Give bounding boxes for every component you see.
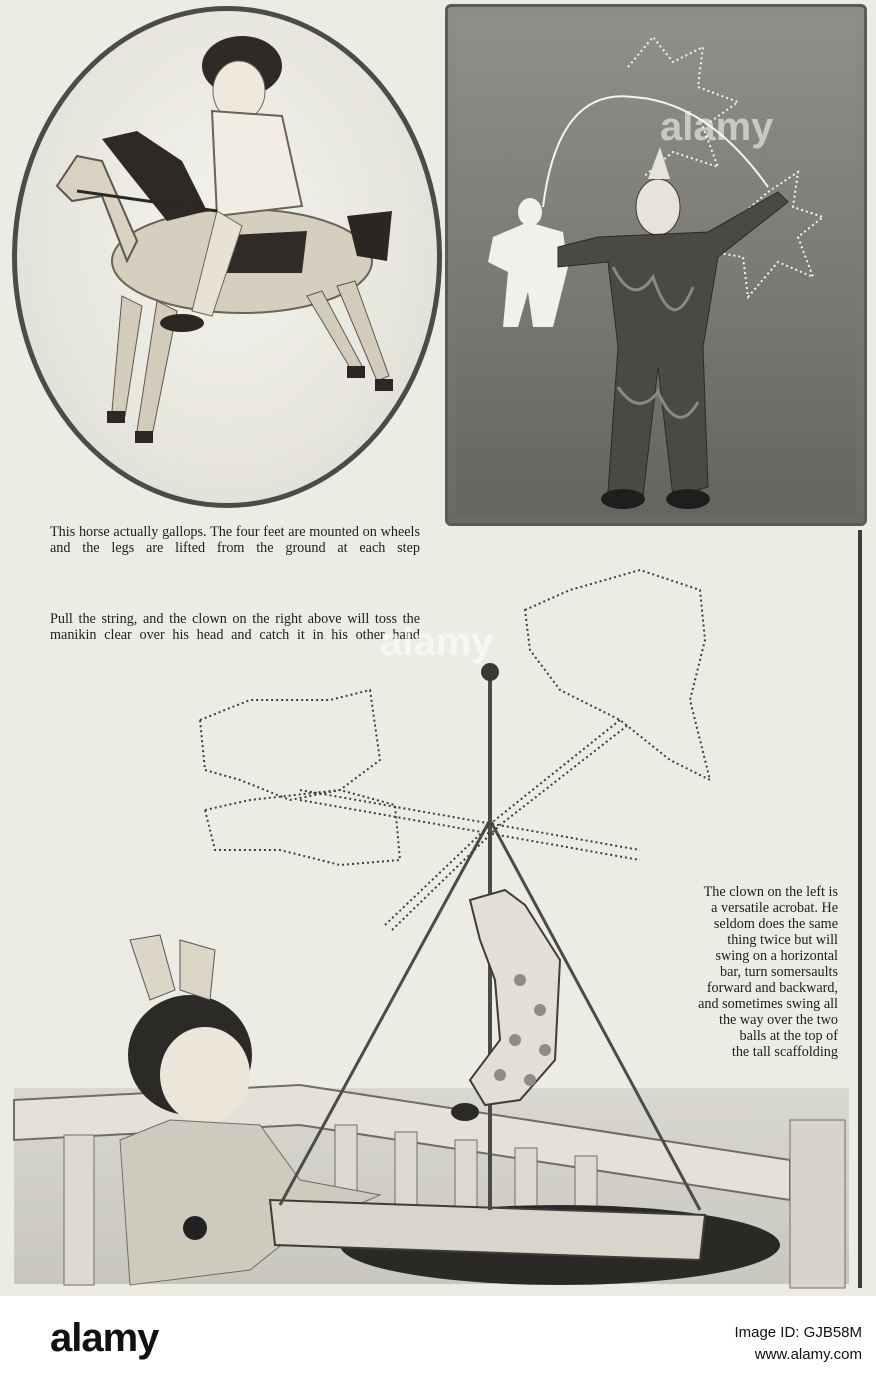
image-id-text: Image ID: GJB58M [734,1324,862,1341]
acrobat-caption-line: forward and backward, [706,980,838,996]
watermark-overlay-text: alamy [660,105,774,149]
acrobat-caption-line: seldom does the same [713,916,838,932]
acrobat-caption-line: the way over the two [719,1012,838,1028]
acrobat-caption-line: the tall scaffolding [731,1044,838,1060]
site-url-text: www.alamy.com [754,1346,862,1363]
acrobat-caption-line: balls at the top of [739,1028,838,1044]
image-id-block [734,1322,862,1366]
acrobat-caption-line: bar, turn somersaults [719,964,838,980]
acrobat-caption-line: The clown on the left is [703,884,838,900]
acrobat-caption-line: thing twice but will [727,932,838,948]
acrobat-caption-line: a versatile acrobat. He [711,900,838,916]
watermark-overlay-text: alamy [380,620,494,664]
acrobat-caption-line: and sometimes swing all [698,996,838,1012]
clown-string-caption: Pull the string, and the clown on the right above will toss the manikin clear over his head and catch it in his other hand [50,611,420,643]
alamy-logo: alamy [50,1316,159,1360]
acrobat-caption-line: swing on a horizontal [715,948,838,964]
horse-caption: This horse actually gallops. The four feet are mounted on wheels and the legs are lifted from the ground at each step [50,524,420,556]
